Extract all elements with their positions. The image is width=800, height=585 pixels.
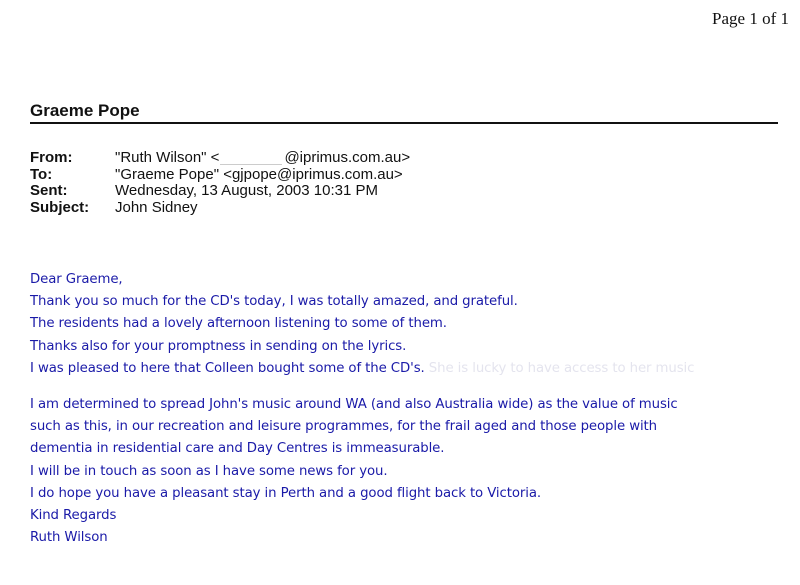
- title-divider: [30, 122, 778, 124]
- header-sent: [30, 183, 410, 200]
- signature-name: Ruth Wilson: [30, 530, 108, 546]
- email-body: [30, 269, 790, 549]
- redacted-email-user: [220, 152, 282, 165]
- header-label-from: From:: [30, 149, 73, 166]
- header-label-sent: Sent:: [30, 182, 68, 199]
- header-label-to: To:: [30, 165, 53, 183]
- body-line: I will be in touch as soon as I have some news for you.: [30, 463, 388, 479]
- body-line-colleen: [30, 358, 790, 380]
- body-line: Thank you so much for the CD's today, I was totally amazed, and grateful.: [30, 294, 518, 310]
- body-line: such as this, in our recreation and leisure programmes, for the frail aged and those people with: [30, 419, 658, 435]
- body-line: Thanks also for your promptness in sending on the lyrics.: [30, 338, 407, 354]
- header-from: [30, 150, 410, 167]
- header-value-from: [115, 150, 410, 167]
- from-domain: @iprimus.com.au>: [284, 149, 411, 166]
- faded-text: She is lucky to have access to her music: [428, 360, 695, 376]
- header-to: [30, 167, 410, 184]
- body-line: dementia in residential care and Day Centres is immeasurable.: [30, 441, 445, 457]
- greeting: Dear Graeme,: [30, 272, 123, 287]
- from-name: "Ruth Wilson" <: [115, 149, 220, 166]
- body-line: I am determined to spread John's music around WA (and also Australia wide) as the value of music: [30, 397, 678, 413]
- header-value-subject: John Sidney: [115, 198, 198, 216]
- header-subject: [30, 200, 410, 217]
- sign-off: Kind Regards: [30, 508, 117, 524]
- sender-title: Graeme Pope: [30, 101, 140, 120]
- email-headers: [30, 150, 410, 216]
- header-label-subject: Subject:: [30, 198, 90, 216]
- page-number: Page 1 of 1: [712, 9, 789, 28]
- header-value-sent: Wednesday, 13 August, 2003 10:31 PM: [115, 182, 378, 199]
- colleen-text: I was pleased to here that Colleen bought some of the CD's.: [30, 360, 425, 376]
- header-value-to: "Graeme Pope" <gjpope@iprimus.com.au>: [115, 165, 403, 183]
- body-line: I do hope you have a pleasant stay in Perth and a good flight back to Victoria.: [30, 485, 542, 501]
- faded-row: [30, 380, 790, 394]
- body-line: The residents had a lovely afternoon listening to some of them.: [30, 316, 447, 332]
